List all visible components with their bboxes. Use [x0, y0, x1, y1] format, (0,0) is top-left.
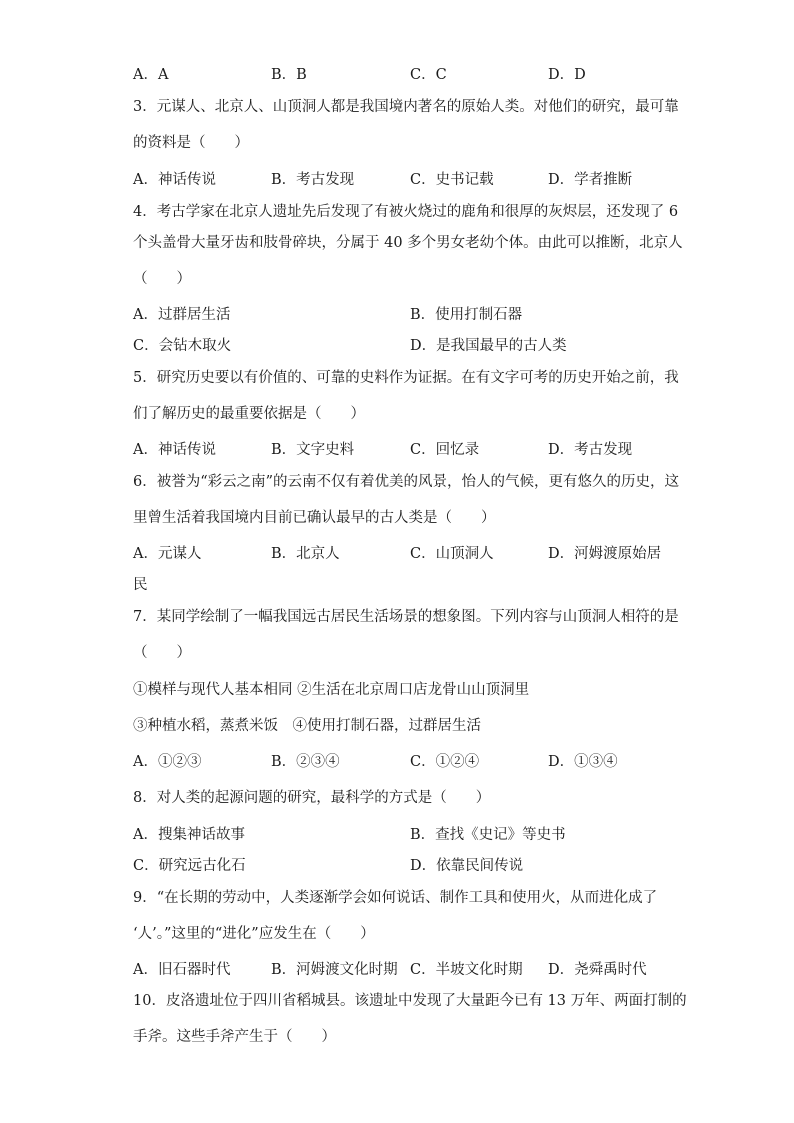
q8-option-a: A．搜集神话故事	[133, 827, 245, 843]
q6-option-b: B．北京人	[271, 546, 340, 562]
q3-option-d: D．学者推断	[548, 172, 633, 188]
q8-option-b: B．查找《史记》等史书	[410, 827, 566, 843]
q7-option-b: B．②③④	[271, 754, 340, 770]
q5-option-b: B．文字史料	[271, 442, 355, 458]
q3-option-a: A．神话传说	[133, 172, 216, 188]
q3-stem-line-2: 的资料是（ ）	[133, 135, 249, 151]
q5-stem-line-2: 们了解历史的最重要依据是（ ）	[133, 406, 365, 422]
q7-option-a: A．①②③	[133, 754, 202, 770]
q5-option-c: C．回忆录	[410, 442, 480, 458]
q5-stem-line-1: 5．研究历史要以有价值的、可靠的史料作为证据。在有文字可考的历史开始之前，我	[133, 370, 679, 386]
q2-option-d: D．D	[548, 67, 586, 83]
q7-stem-line-2: （ ）	[133, 645, 191, 661]
q10-stem-line-2: 手斧。这些手斧产生于（ ）	[133, 1029, 336, 1045]
q7-option-c: C．①②④	[410, 754, 480, 770]
q2-option-a: A．A	[133, 67, 169, 83]
q9-stem-line-1: 9．“在长期的劳动中，人类逐渐学会如何说话、制作工具和使用火，从而进化成了	[133, 890, 658, 906]
q5-option-a: A．神话传说	[133, 442, 216, 458]
q3-stem-line-1: 3．元谋人、北京人、山顶洞人都是我国境内著名的原始人类。对他们的研究，最可靠	[133, 99, 679, 115]
q9-option-b: B．河姆渡文化时期	[271, 962, 398, 978]
q4-stem-line-2: 个头盖骨大量牙齿和肢骨碎块，分属于 40 多个男女老幼个体。由此可以推断，北京人	[133, 235, 683, 251]
q7-stem-line-1: 7．某同学绘制了一幅我国远古居民生活场景的想象图。下列内容与山顶洞人相符的是	[133, 609, 679, 625]
q9-option-a: A．旧石器时代	[133, 962, 231, 978]
q9-stem-line-2: ‘人’。”这里的“进化”应发生在（ ）	[133, 926, 375, 942]
q4-stem-line-3: （ ）	[133, 271, 191, 287]
q4-option-c: C．会钻木取火	[133, 338, 232, 354]
q9-option-d: D．尧舜禹时代	[548, 962, 647, 978]
q5-option-d: D．考古发现	[548, 442, 633, 458]
q4-option-b: B．使用打制石器	[410, 307, 523, 323]
q2-option-c: C．C	[410, 67, 447, 83]
q7-item-line-1: ①模样与现代人基本相同 ②生活在北京周口店龙骨山山顶洞里	[133, 682, 530, 698]
q3-option-b: B．考古发现	[271, 172, 355, 188]
q8-option-d: D．依靠民间传说	[410, 858, 524, 874]
q8-option-c: C．研究远古化石	[133, 858, 246, 874]
q6-option-d-wrap: 民	[133, 577, 148, 593]
q9-option-c: C．半坡文化时期	[410, 962, 523, 978]
q3-option-c: C．史书记载	[410, 172, 494, 188]
q10-stem-line-1: 10．皮洛遗址位于四川省稻城县。该遗址中发现了大量距今已有 13 万年、两面打制的	[133, 993, 687, 1009]
q6-stem-line-2: 里曾生活着我国境内目前已确认最早的古人类是（ ）	[133, 510, 496, 526]
q7-option-d: D．①③④	[548, 754, 618, 770]
q7-item-line-2: ③种植水稻，蒸煮米饭 ④使用打制石器，过群居生活	[133, 718, 481, 734]
q4-stem-line-1: 4．考古学家在北京人遗址先后发现了有被火烧过的鹿角和很厚的灰烬层，还发现了 6	[133, 204, 679, 220]
q2-option-b: B．B	[271, 67, 307, 83]
q6-option-a: A．元谋人	[133, 546, 202, 562]
q4-option-d: D．是我国最早的古人类	[410, 338, 567, 354]
q8-stem-line-1: 8．对人类的起源问题的研究，最科学的方式是（ ）	[133, 790, 491, 806]
q4-option-a: A．过群居生活	[133, 307, 231, 323]
q6-option-c: C．山顶洞人	[410, 546, 494, 562]
q6-stem-line-1: 6．被誉为“彩云之南”的云南不仅有着优美的风景，怡人的气候，更有悠久的历史，这	[133, 474, 680, 490]
q6-option-d: D．河姆渡原始居	[548, 546, 662, 562]
